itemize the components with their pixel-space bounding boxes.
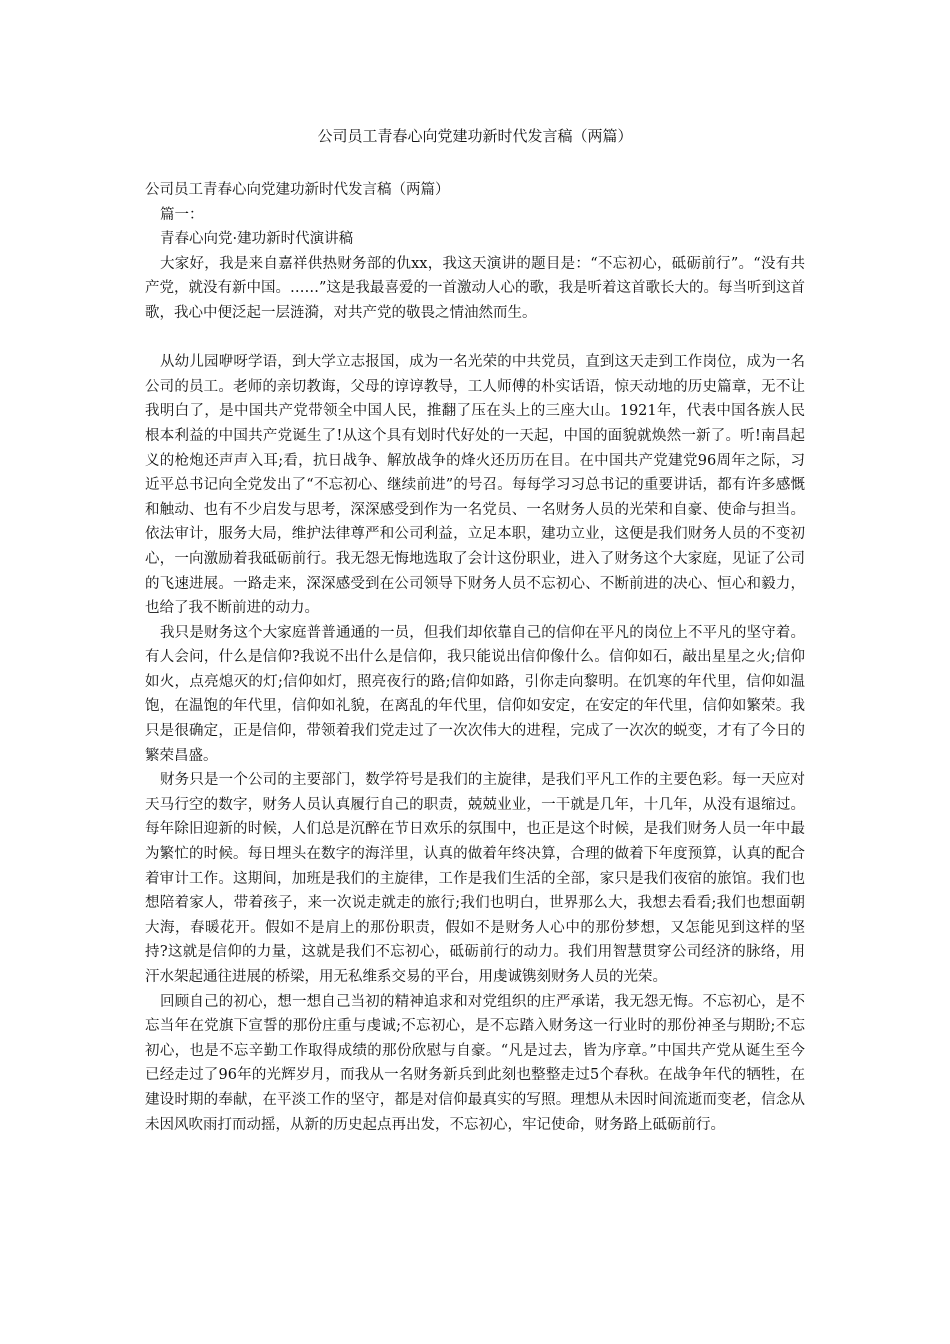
- paragraph-5: 回顾自己的初心，想一想自己当初的精神追求和对党组织的庄严承诺，我无怨无悔。不忘初心，是不忘当年在党旗下宣誓的那份庄重与虔诚;不忘初心，是不忘踏入财务这一行业时的那份神圣与期盼;不忘初心，也是不忘辛勤工作取得成绩的那份欣慰与自豪。“凡是过去，皆为序章。”中国共产党从诞生至今已经走过了96年的光辉岁月，而我从一名财务新兵到此刻也整整走过5个春秋。在战争年代的牺牲，在建设时期的奉献，在平淡工作的坚守，都是对信仰最真实的写照。理想从未因时间流逝而变老，信念从未因风吹雨打而动摇，从新的历史起点再出发，不忘初心，牢记使命，财务路上砥砺前行。: [145, 993, 805, 1133]
- paragraph-3: 我只是财务这个大家庭普普通通的一员，但我们却依靠自己的信仰在平凡的岗位上不平凡的坚守着。有人会问，什么是信仰?我说不出什么是信仰，我只能说出信仰像什么。信仰如石，敲出星星之火;信仰如火，点亮熄灭的灯;信仰如灯，照亮夜行的路;信仰如路，引你走向黎明。在饥寒的年代里，信仰如温饱，在温饱的年代里，信仰如礼貌，在离乱的年代里，信仰如安定，在安定的年代里，信仰如繁荣。我只是很确定，正是信仰，带领着我们党走过了一次次伟大的进程，完成了一次次的蜕变，才有了今日的繁荣昌盛。: [145, 624, 805, 764]
- paragraph-spacer: [145, 326, 805, 351]
- document-subtitle: 公司员工青春心向党建功新时代发言稿（两篇）: [145, 182, 450, 198]
- document-title: 公司员工青春心向党建功新时代发言稿（两篇）: [317, 127, 633, 145]
- document-body: [145, 178, 805, 1137]
- paragraph-1: 大家好，我是来自嘉祥供热财务部的仇xx，我这天演讲的题目是：“不忘初心，砥砺前行”。“没有共产党，就没有新中国。……”这是我最喜爱的一首激动人心的歌，我是听着这首歌长大的。每当听到这首歌，我心中便泛起一层涟漪，对共产党的敬畏之情油然而生。: [145, 255, 805, 321]
- paragraph-4: 财务只是一个公司的主要部门，数学符号是我们的主旋律，是我们平凡工作的主要色彩。每一天应对天马行空的数字，财务人员认真履行自己的职责，兢兢业业，一干就是几年，十几年，从没有退缩过。每年除旧迎新的时候，人们总是沉醉在节日欢乐的氛围中，也正是这个时候，是我们财务人员一年中最为繁忙的时候。每日埋头在数字的海洋里，认真的做着年终决算，合理的做着下年度预算，认真的配合着审计工作。这期间，加班是我们的主旋律，工作是我们生活的全部，家只是我们夜宿的旅馆。我们也想陪着家人，带着孩子，来一次说走就走的旅行;我们也明白，世界那么大，我想去看看;我们也想面朝大海，春暖花开。假如不是肩上的那份职责，假如不是财务人心中的那份梦想，又怎能见到这样的坚持?这就是信仰的力量，这就是我们不忘初心，砥砺前行的动力。我们用智慧贯穿公司经济的脉络，用汗水架起通往进展的桥梁，用无私维系交易的平台，用虔诚镌刻财务人员的光荣。: [145, 772, 805, 985]
- paragraph-2: 从幼儿园咿呀学语，到大学立志报国，成为一名光荣的中共党员，直到这天走到工作岗位，成为一名公司的员工。老师的亲切教诲，父母的谆谆教导，工人师傅的朴实话语，惊天动地的历史篇章，无不让我明白了，是中国共产党带领全中国人民，推翻了压在头上的三座大山。1921年，代表中国各族人民根本利益的中国共产党诞生了!从这个具有划时代好处的一天起，中国的面貌就焕然一新了。听!南昌起义的枪炮还声声入耳;看，抗日战争、解放战争的烽火还历历在目。在中国共产党建党96周年之际，习近平总书记向全党发出了“不忘初心、继续前进”的号召。每每学习习总书记的重要讲话，都有许多感慨和触动、也有不少启发与思考，深深感受到作为一名党员、一名财务人员的光荣和自豪、使命与担当。依法审计，服务大局，维护法律尊严和公司利益，立足本职，建功立业，这便是我们财务人员的不变初心，一向激励着我砥砺前行。我无怨无悔地选取了会计这份职业，进入了财务这个大家庭，见证了公司的飞速进展。一路走来，深深感受到在公司领导下财务人员不忘初心、不断前进的决心、恒心和毅力，也给了我不断前进的动力。: [145, 354, 805, 617]
- part-label: 篇一：: [160, 206, 204, 223]
- speech-title: 青春心向党·建功新时代演讲稿: [160, 231, 354, 248]
